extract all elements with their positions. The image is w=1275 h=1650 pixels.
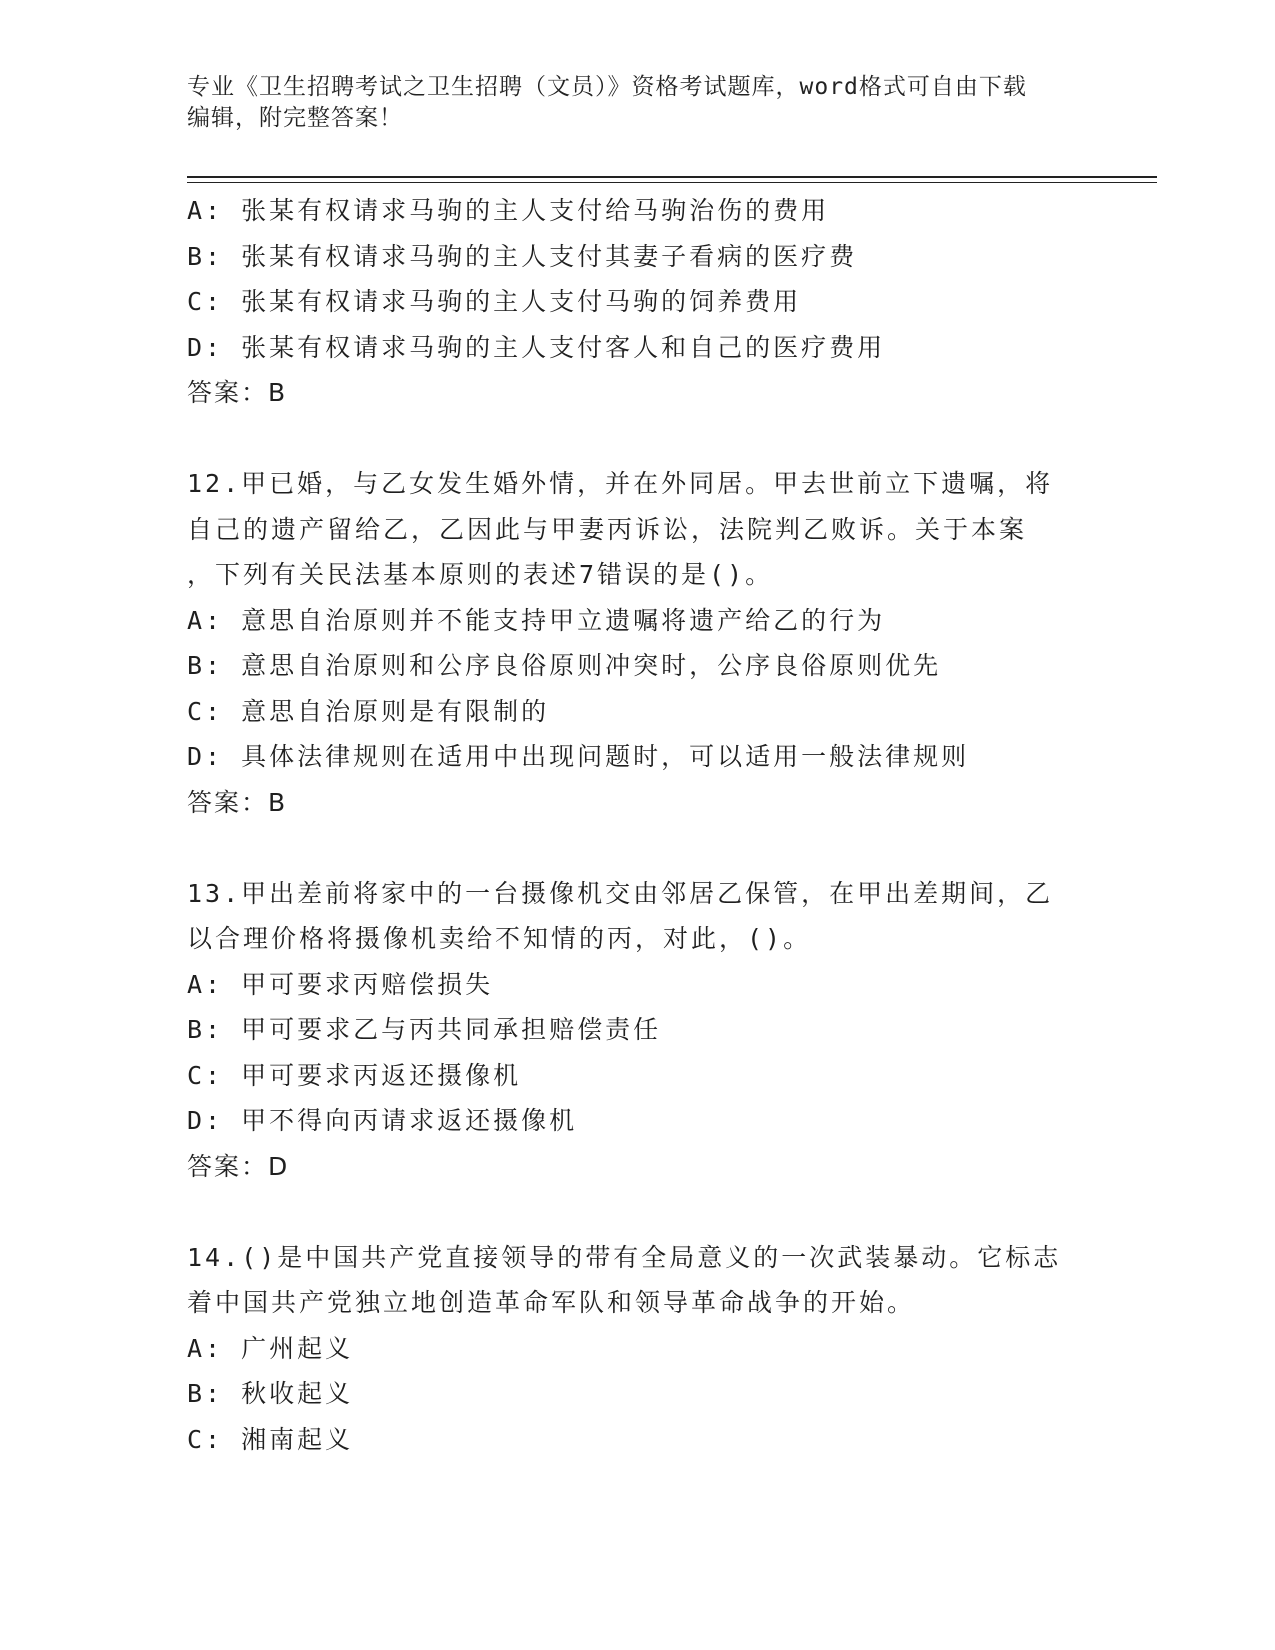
- spacer: [187, 825, 1087, 871]
- question-text-line: 13.甲出差前将家中的一台摄像机交由邻居乙保管，在甲出差期间，乙: [187, 878, 1054, 908]
- option-a: A: 意思自治原则并不能支持甲立遗嘱将遗产给乙的行为: [187, 605, 886, 635]
- option-b: B: 秋收起义: [187, 1379, 354, 1408]
- question-block-11: [187, 188, 1087, 416]
- question-block-13: [187, 871, 1087, 1190]
- question-text-line: 以合理价格将摄像机卖给不知情的丙，对此，()。: [187, 924, 812, 953]
- spacer: [187, 1189, 1087, 1235]
- question-block-14: [187, 1235, 1087, 1463]
- option-a: A: 张某有权请求马驹的主人支付给马驹治伤的费用: [187, 196, 830, 225]
- page-header: [187, 72, 1087, 134]
- question-block-12: [187, 461, 1087, 825]
- header-divider-thick: [187, 176, 1157, 178]
- option-d: D: 张某有权请求马驹的主人支付客人和自己的医疗费用: [187, 332, 886, 362]
- question-text-line: 14.()是中国共产党直接领导的带有全局意义的一次武装暴动。它标志: [187, 1242, 1062, 1272]
- option-c: C: 意思自治原则是有限制的: [187, 696, 550, 726]
- answer-line: 答案：B: [187, 378, 288, 407]
- option-d: D: 具体法律规则在适用中出现问题时，可以适用一般法律规则: [187, 742, 970, 771]
- option-d: D: 甲不得向丙请求返还摄像机: [187, 1106, 578, 1135]
- question-text-line: 自己的遗产留给乙，乙因此与甲妻丙诉讼，法院判乙败诉。关于本案: [187, 514, 1028, 544]
- option-b: B: 甲可要求乙与丙共同承担赔偿责任: [187, 1015, 662, 1044]
- option-c: C: 湘南起义: [187, 1424, 354, 1454]
- option-b: B: 意思自治原则和公序良俗原则冲突时，公序良俗原则优先: [187, 651, 942, 680]
- answer-line: 答案：D: [187, 1151, 290, 1181]
- answer-line: 答案：B: [187, 787, 288, 817]
- question-text-line: ，下列有关民法基本原则的表述7错误的是()。: [187, 560, 774, 589]
- option-a: A: 甲可要求丙赔偿损失: [187, 969, 494, 999]
- option-b: B: 张某有权请求马驹的主人支付其妻子看病的医疗费: [187, 241, 858, 271]
- question-text-line: 12.甲已婚，与乙女发生婚外情，并在外同居。甲去世前立下遗嘱，将: [187, 469, 1054, 498]
- option-a: A: 广州起义: [187, 1333, 354, 1363]
- option-c: C: 张某有权请求马驹的主人支付马驹的饲养费用: [187, 287, 802, 316]
- spacer: [187, 416, 1087, 462]
- question-list: [187, 188, 1087, 1462]
- header-line-1: 专业《卫生招聘考试之卫生招聘（文员）》资格考试题库，word格式可自由下载: [187, 74, 1027, 100]
- option-c: C: 甲可要求丙返还摄像机: [187, 1060, 522, 1090]
- header-divider-thin: [187, 182, 1157, 183]
- header-line-2: 编辑，附完整答案！: [187, 105, 403, 131]
- question-text-line: 着中国共产党独立地创造革命军队和领导革命战争的开始。: [187, 1288, 916, 1317]
